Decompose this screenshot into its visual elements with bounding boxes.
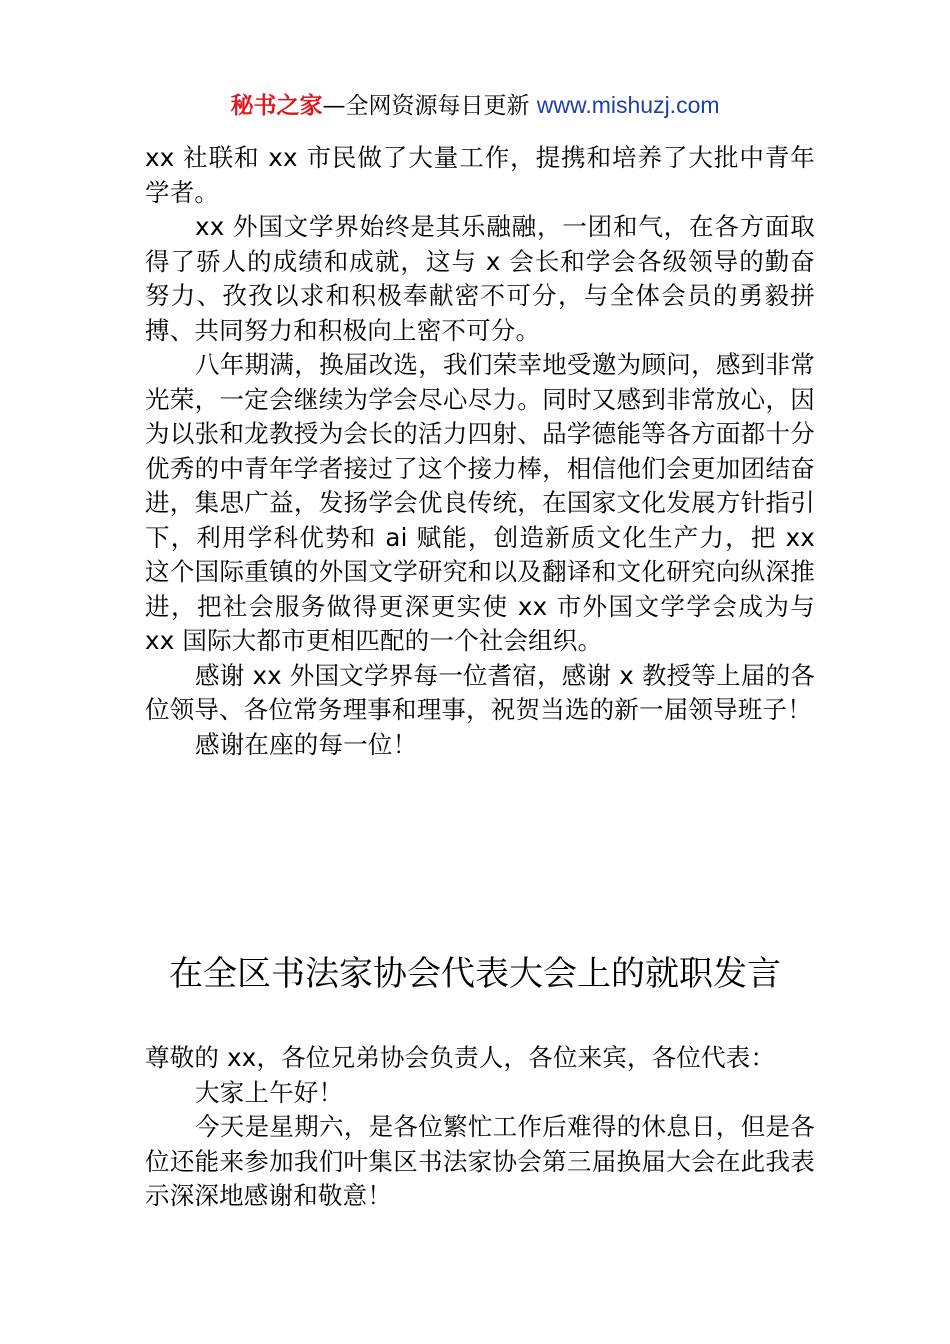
paragraph: 大家上午好！ <box>195 1077 344 1107</box>
site-url-link[interactable]: www.mishuzj.com <box>536 92 720 118</box>
speech-title: 在全区书法家协会代表大会上的就职发言 <box>169 954 781 994</box>
paragraph: 今天是星期六，是各位繁忙工作后难得的休息日，但是各位还能来参加我们叶集区书法家协会第三届换届大会在此我表示深深地感谢和敬意！ <box>145 1112 815 1210</box>
salutation: 尊敬的 xx，各位兄弟协会负责人，各位来宾，各位代表： <box>145 1043 776 1072</box>
paragraph: 感谢 xx 外国文学界每一位耆宿，感谢 x 教授等上届的各位领导、各位常务理事和理事，祝贺当选的新一届领导班子！ <box>145 660 815 724</box>
section-1-text <box>145 141 815 762</box>
paragraph: xx 外国文学界始终是其乐融融，一团和气，在各方面取得了骄人的成绩和成就，这与 x 会长和学会各级领导的勤奋努力、孜孜以求和积极奉献密不可分，与全体会员的勇毅拼搏、共同努力和积极向上密不可分。 <box>145 212 815 345</box>
paragraph-continued: xx 社联和 xx 市民做了大量工作，提携和培养了大批中青年学者。 <box>145 143 815 207</box>
header-tagline: —全网资源每日更新 <box>322 93 537 119</box>
paragraph: 八年期满，换届改选，我们荣幸地受邀为顾问，感到非常光荣，一定会继续为学会尽心尽力。同时又感到非常放心，因为以张和龙教授为会长的活力四射、品学德能等各方面都十分优秀的中青年学者接过了这个接力棒，相信他们会更加团结奋进，集思广益，发扬学会优良传统，在国家文化发展方针指引下，利用学科优势和 ai 赋能，创造新质文化生产力，把 xx 这个国际重镇的外国文学研究和以及翻译和文化研究向纵深推进，把社会服务做得更深更实使 xx 市外国文学学会成为与 xx 国际大都市更相匹配的一个社会组织。 <box>145 350 815 655</box>
brand-name: 秘书之家 <box>230 93 323 119</box>
paragraph: 感谢在座的每一位！ <box>195 729 418 759</box>
section-2-text <box>145 1041 815 1214</box>
page-header <box>0 88 950 123</box>
